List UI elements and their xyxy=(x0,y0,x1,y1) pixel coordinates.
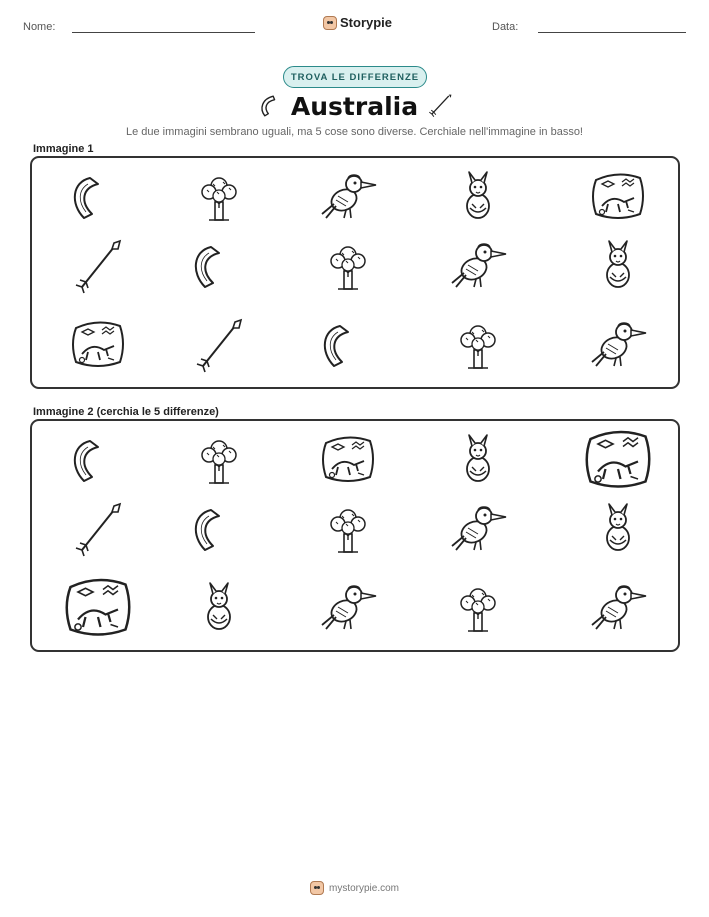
kookaburra-icon xyxy=(588,316,648,372)
section-1-label: Immagine 1 xyxy=(33,143,94,155)
title-spear-icon xyxy=(428,90,454,120)
rock-art-icon[interactable] xyxy=(318,431,378,487)
tree-icon xyxy=(448,316,508,372)
tree-icon[interactable] xyxy=(448,579,508,635)
tree-icon xyxy=(318,237,378,293)
name-label: Nome: xyxy=(23,21,56,33)
image-2-panel[interactable] xyxy=(30,419,680,652)
spear-icon xyxy=(189,316,249,372)
boomerang-icon xyxy=(318,316,378,372)
boomerang-icon[interactable] xyxy=(189,500,249,556)
brand-name: Storypie xyxy=(340,15,393,30)
page-title: Australia xyxy=(290,92,419,121)
kangaroo-icon[interactable] xyxy=(189,579,249,635)
boomerang-icon xyxy=(68,168,128,224)
footer xyxy=(0,881,709,895)
kookaburra-icon xyxy=(318,168,378,224)
kangaroo-icon[interactable] xyxy=(448,431,508,487)
instructions: Le due immagini sembrano uguali, ma 5 cose sono diverse. Cerchiale nell'immagine in basso! xyxy=(125,126,583,138)
date-label: Data: xyxy=(492,21,519,33)
spear-icon xyxy=(68,237,128,293)
kangaroo-icon[interactable] xyxy=(588,500,648,556)
section-2-label: Immagine 2 (cerchia le 5 differenze) xyxy=(33,406,219,418)
spear-icon[interactable] xyxy=(68,500,128,556)
tree-icon[interactable] xyxy=(318,500,378,556)
mascot-icon xyxy=(310,881,324,895)
activity-badge: TROVA LE DIFFERENZE xyxy=(283,66,427,88)
footer-url: mystorypie.com xyxy=(328,882,399,894)
mascot-icon xyxy=(323,16,337,30)
brand-logo xyxy=(323,15,392,30)
kangaroo-icon xyxy=(448,168,508,224)
boomerang-icon xyxy=(189,237,249,293)
rock-art-icon xyxy=(68,316,128,372)
boomerang-icon[interactable] xyxy=(68,431,128,487)
tree-icon[interactable] xyxy=(189,431,249,487)
kookaburra-icon[interactable] xyxy=(318,579,378,635)
rock-art-icon xyxy=(588,168,648,224)
kookaburra-icon xyxy=(448,237,508,293)
rock-art-icon[interactable] xyxy=(59,572,137,642)
date-field[interactable] xyxy=(538,32,686,33)
image-1-panel xyxy=(30,156,680,389)
tree-icon xyxy=(189,168,249,224)
name-field[interactable] xyxy=(72,32,255,33)
kookaburra-icon[interactable] xyxy=(448,500,508,556)
rock-art-icon[interactable] xyxy=(579,424,657,494)
kookaburra-icon[interactable] xyxy=(588,579,648,635)
kangaroo-icon xyxy=(588,237,648,293)
